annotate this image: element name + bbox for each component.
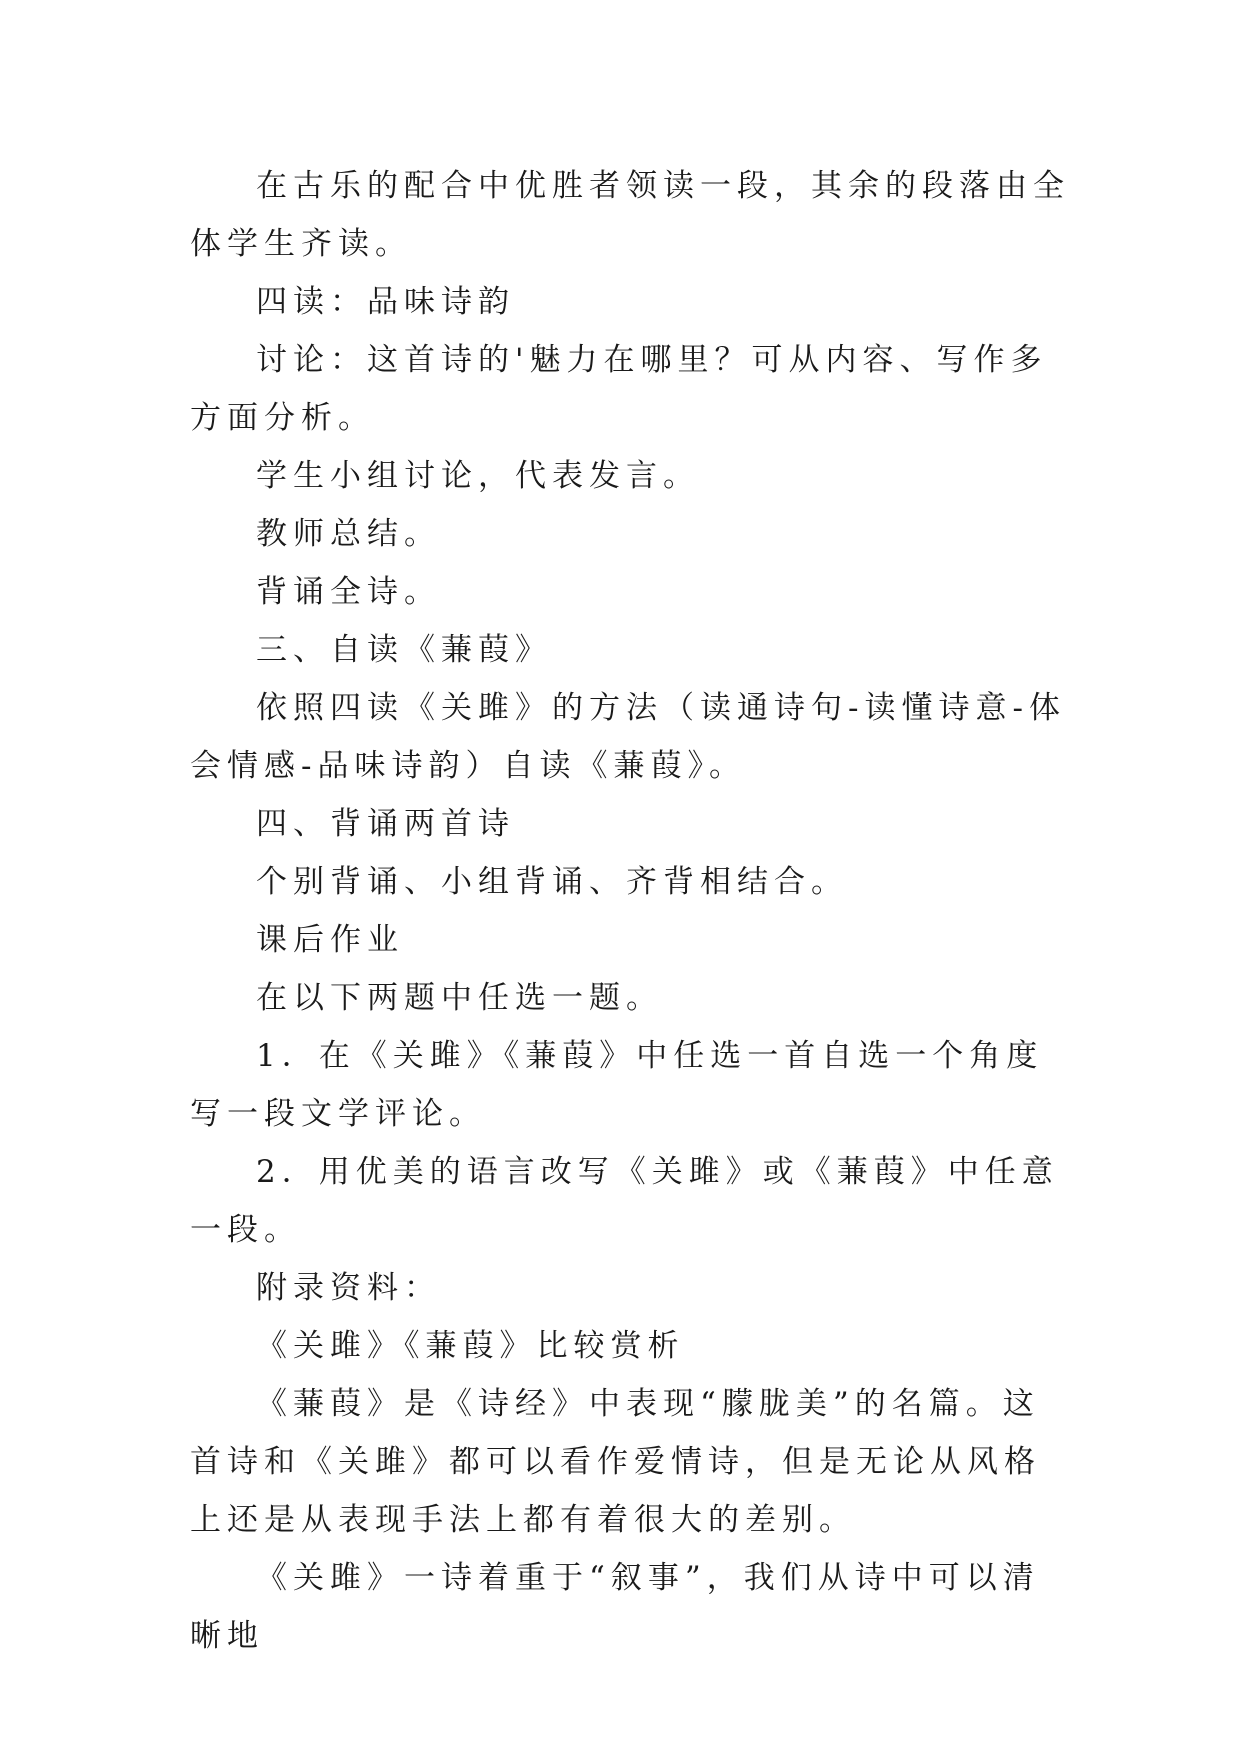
paragraph-8: 依照四读《关雎》的方法（读通诗句-读懂诗意-体会情感-品味诗韵）自读《蒹葭》。 bbox=[190, 690, 1066, 784]
paragraph-18: 《关雎》一诗着重于“叙事”，我们从诗中可以清晰地 bbox=[190, 1560, 1040, 1654]
paragraph-6: 背诵全诗。 bbox=[256, 574, 441, 610]
paragraph-4: 学生小组讨论，代表发言。 bbox=[256, 458, 700, 494]
paragraph-10: 个别背诵、小组背诵、齐背相结合。 bbox=[256, 864, 848, 900]
paragraph-12: 在以下两题中任选一题。 bbox=[256, 980, 663, 1016]
appendix-title: 《关雎》《蒹葭》比较赏析 bbox=[256, 1328, 685, 1364]
homework-item-2: 2．用优美的语言改写《关雎》或《蒹葭》中任意一段。 bbox=[190, 1154, 1059, 1248]
paragraph-17: 《蒹葭》是《诗经》中表现“朦胧美”的名篇。这首诗和《关雎》都可以看作爱情诗，但是无论从风格上还是从表现手法上都有着很大的差别。 bbox=[190, 1386, 1041, 1538]
homework-heading: 课后作业 bbox=[256, 922, 404, 958]
paragraph-3: 讨论：这首诗的'魅力在哪里？可从内容、写作多方面分析。 bbox=[190, 342, 1048, 436]
document-body bbox=[190, 157, 1070, 1665]
paragraph-2: 四读：品味诗韵 bbox=[256, 284, 515, 320]
appendix-heading: 附录资料： bbox=[256, 1270, 441, 1306]
paragraph-1: 在古乐的配合中优胜者领读一段，其余的段落由全体学生齐读。 bbox=[190, 168, 1070, 262]
section-heading-4: 四、背诵两首诗 bbox=[256, 806, 515, 842]
section-heading-3: 三、自读《蒹葭》 bbox=[256, 632, 552, 668]
homework-item-1: 1．在《关雎》《蒹葭》中任选一首自选一个角度写一段文学评论。 bbox=[190, 1038, 1044, 1132]
paragraph-5: 教师总结。 bbox=[256, 516, 441, 552]
